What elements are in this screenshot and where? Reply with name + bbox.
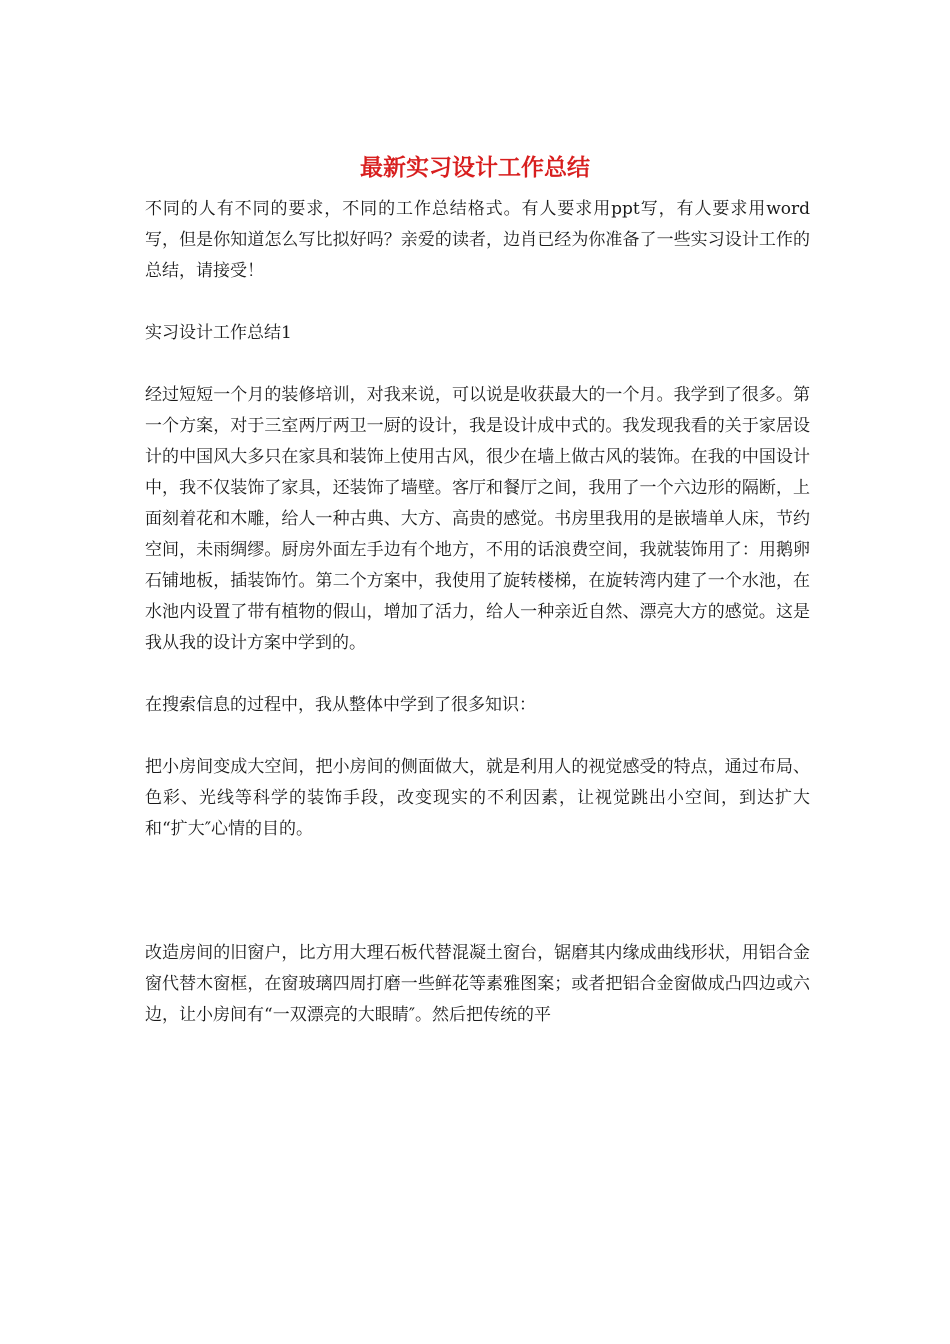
body-paragraph: 在搜索信息的过程中，我从整体中学到了很多知识： xyxy=(145,695,536,715)
spacer xyxy=(145,659,810,690)
spacer xyxy=(145,349,810,380)
intro-paragraph: 不同的人有不同的要求，不同的工作总结格式。有人要求用ppt写，有人要求用word写，但是你知道怎么写比拟好吗？亲爱的读者，边肖已经为你准备了一些实习设计工作的总结，请接受！ xyxy=(145,199,810,281)
spacer xyxy=(145,721,810,752)
section-heading: 实习设计工作总结1 xyxy=(145,323,292,343)
body-paragraph: 改造房间的旧窗户，比方用大理石板代替混凝土窗台，锯磨其内缘成曲线形状，用铝合金窗代替木窗框，在窗玻璃四周打磨一些鲜花等素雅图案；或者把铝合金窗做成凸四边或六边，让小房间有“一双漂亮的大眼睛″。然后把传统的平 xyxy=(145,943,810,1025)
body-paragraph: 把小房间变成大空间，把小房间的侧面做大，就是利用人的视觉感受的特点，通过布局、色彩、光线等科学的装饰手段，改变现实的不利因素，让视觉跳出小空间，到达扩大和“扩大″心情的目的。 xyxy=(145,757,810,839)
document-body xyxy=(145,194,810,1031)
spacer xyxy=(145,287,810,318)
spacer xyxy=(145,845,810,938)
body-paragraph: 经过短短一个月的装修培训，对我来说，可以说是收获最大的一个月。我学到了很多。第一个方案，对于三室两厅两卫一厨的设计，我是设计成中式的。我发现我看的关于家居设计的中国风大多只在家具和装饰上使用古风，很少在墙上做古风的装饰。在我的中国设计中，我不仅装饰了家具，还装饰了墙壁。客厅和餐厅之间，我用了一个六边形的隔断，上面刻着花和木雕，给人一种古典、大方、高贵的感觉。书房里我用的是嵌墙单人床，节约空间，未雨绸缪。厨房外面左手边有个地方，不用的话浪费空间，我就装饰用了：用鹅卵石铺地板，插装饰竹。第二个方案中，我使用了旋转楼梯，在旋转湾内建了一个水池，在水池内设置了带有植物的假山，增加了活力，给人一种亲近自然、漂亮大方的感觉。这是我从我的设计方案中学到的。 xyxy=(145,385,810,653)
document-title: 最新实习设计工作总结 xyxy=(360,154,590,181)
